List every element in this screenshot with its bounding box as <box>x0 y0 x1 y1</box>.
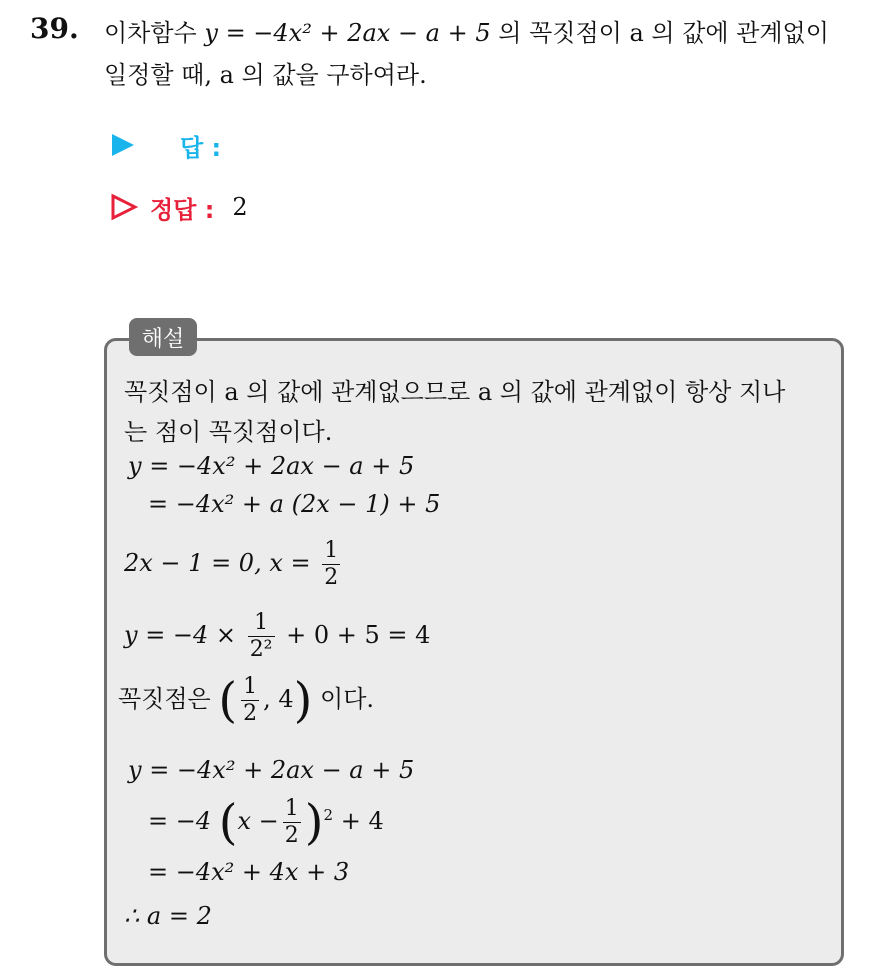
left-paren: ( <box>218 794 238 851</box>
frac-den: 2 <box>243 701 258 726</box>
solution-eq-6: y = −4x² + 2ax − a + 5 <box>128 756 415 784</box>
solution-eq-8: = −4x² + 4x + 3 <box>148 858 350 886</box>
frac-den: 2² <box>249 637 273 662</box>
eq7-suffix: + 4 <box>340 807 384 835</box>
eq7-inner: x − <box>237 807 279 835</box>
solution-eq-3 <box>124 538 344 591</box>
question-text <box>104 12 874 96</box>
fraction-half <box>283 796 301 849</box>
question-line-1 <box>104 12 874 54</box>
solution-intro-line-2: 는 점이 꼭짓점이다. <box>124 418 333 446</box>
solution-eq-7 <box>148 796 384 849</box>
solution-conclusion: ∴ a = 2 <box>124 902 212 930</box>
frac-den: 2 <box>324 565 339 590</box>
fraction-one-over-2sq <box>248 610 275 663</box>
question-number: 39. <box>30 12 79 45</box>
eq5-prefix: 꼭짓점은 <box>118 685 211 713</box>
right-paren: ) <box>304 794 324 851</box>
solution-eq-5 <box>118 674 374 727</box>
solution-eq-4 <box>124 610 430 663</box>
eq3-prefix: 2x − 1 = 0, x = <box>124 549 311 577</box>
eq5-after-frac: , 4 <box>263 685 294 713</box>
filled-triangle-icon <box>110 132 136 158</box>
correct-answer-label: 정답 : <box>150 195 215 224</box>
fraction-half <box>241 674 259 727</box>
answer-label: 답 : <box>180 133 222 162</box>
eq7-exponent: 2 <box>323 806 334 824</box>
outline-triangle-icon <box>110 193 138 221</box>
question-suffix: 의 꼭짓점이 a 의 값에 관계없이 <box>490 19 829 47</box>
frac-num: 1 <box>284 796 299 821</box>
solution-eq-1: y = −4x² + 2ax − a + 5 <box>128 452 415 480</box>
question-prefix: 이차함수 <box>104 19 205 47</box>
solution-intro-line-1: 꼭짓점이 a 의 값에 관계없으므로 a 의 값에 관계없이 항상 지나 <box>124 378 786 406</box>
correct-answer-row <box>110 190 248 224</box>
frac-num: 1 <box>254 610 269 635</box>
eq4-prefix: y = −4 × <box>124 621 237 649</box>
frac-num: 1 <box>324 538 339 563</box>
frac-den: 2 <box>284 823 299 848</box>
answer-row <box>110 128 221 162</box>
question-line-2: 일정할 때, a 의 값을 구하여라. <box>104 61 427 89</box>
eq7-prefix: = −4 <box>148 807 212 835</box>
fraction-half <box>322 538 340 591</box>
question-equation: y = −4x² + 2ax − a + 5 <box>204 19 491 47</box>
correct-answer-value: 2 <box>232 193 248 221</box>
left-paren: ( <box>218 672 238 729</box>
eq4-suffix: + 0 + 5 = 4 <box>286 621 431 649</box>
right-paren: ) <box>293 672 313 729</box>
solution-eq-2: = −4x² + a (2x − 1) + 5 <box>148 490 441 518</box>
eq5-suffix: 이다. <box>320 685 375 713</box>
frac-num: 1 <box>243 674 258 699</box>
solution-tab: 해설 <box>129 318 197 356</box>
